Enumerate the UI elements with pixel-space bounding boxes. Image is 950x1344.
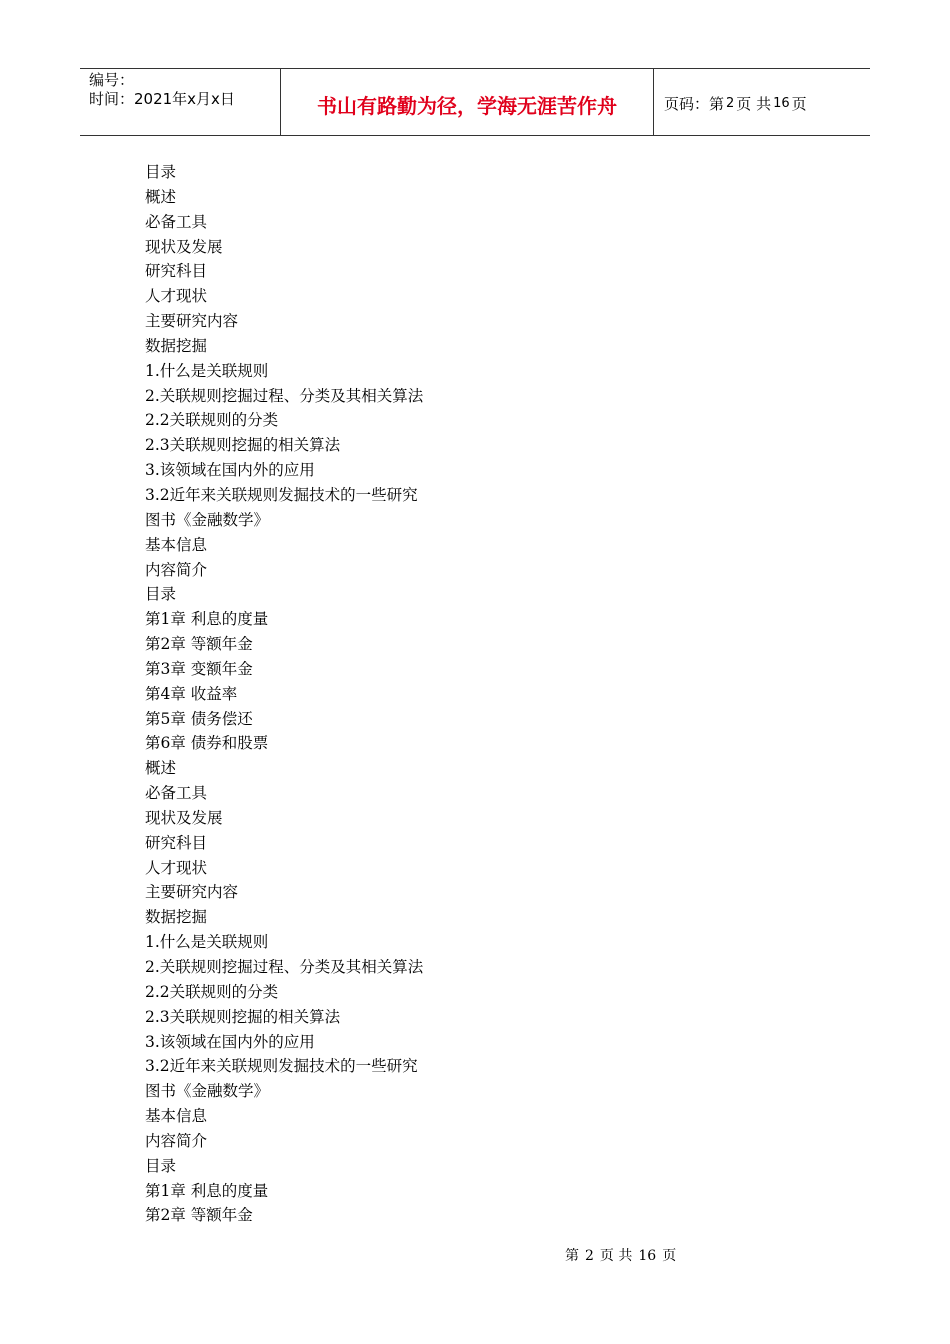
toc-item: 2.关联规则挖掘过程、分类及其相关算法	[145, 386, 424, 405]
header-page-mid: 页 共	[736, 94, 772, 113]
document-date-label: 时间：2021年x月x日	[89, 90, 235, 108]
table-of-contents	[145, 160, 423, 1228]
toc-item: 图书《金融数学》	[145, 510, 270, 529]
toc-item: 基本信息	[145, 1107, 208, 1126]
header-page-end: 页	[791, 94, 807, 113]
toc-item: 第5章 债务偿还	[145, 709, 253, 728]
header-page-indicator	[654, 69, 870, 135]
header-page-label: 页码：第	[664, 94, 725, 113]
toc-item: 3.2近年来关联规则发掘技术的一些研究	[145, 1057, 418, 1076]
toc-item: 主要研究内容	[145, 312, 239, 331]
toc-item: 研究科目	[145, 833, 208, 852]
footer-prefix: 第	[565, 1248, 579, 1264]
toc-item: 数据挖掘	[145, 336, 208, 355]
toc-item: 研究科目	[145, 262, 208, 281]
document-number-label: 编号：	[89, 71, 135, 89]
toc-item: 现状及发展	[145, 808, 223, 827]
toc-item: 第6章 债券和股票	[145, 734, 269, 753]
toc-item: 必备工具	[145, 784, 208, 803]
footer-total-pages: 16	[638, 1248, 657, 1264]
toc-item: 人才现状	[145, 287, 208, 306]
toc-item: 目录	[145, 585, 177, 604]
toc-item: 2.2关联规则的分类	[145, 982, 279, 1001]
toc-item: 2.3关联规则挖掘的相关算法	[145, 436, 341, 455]
toc-item: 目录	[145, 1156, 177, 1175]
toc-item: 3.该领域在国内外的应用	[145, 461, 315, 480]
toc-item: 基本信息	[145, 535, 208, 554]
toc-item: 内容简介	[145, 1131, 208, 1150]
toc-item: 图书《金融数学》	[145, 1082, 270, 1101]
toc-item: 2.关联规则挖掘过程、分类及其相关算法	[145, 958, 424, 976]
toc-item: 人才现状	[145, 858, 208, 877]
toc-item: 第1章 利息的度量	[145, 1181, 269, 1200]
header-page-total: 16	[773, 95, 790, 111]
toc-item: 第2章 等额年金	[145, 1206, 253, 1225]
header-motto-cell	[281, 69, 654, 135]
toc-item: 现状及发展	[145, 237, 223, 256]
toc-item: 主要研究内容	[145, 883, 239, 902]
toc-item: 第2章 等额年金	[145, 635, 253, 654]
toc-item: 内容简介	[145, 560, 208, 579]
toc-item: 3.2近年来关联规则发掘技术的一些研究	[145, 485, 418, 504]
page-footer	[565, 1245, 682, 1265]
toc-item: 必备工具	[145, 212, 208, 231]
toc-item: 第4章 收益率	[145, 684, 238, 703]
toc-item: 2.3关联规则挖掘的相关算法	[145, 1007, 341, 1026]
toc-item: 概述	[145, 187, 177, 206]
footer-current-page: 2	[585, 1248, 594, 1264]
toc-item: 数据挖掘	[145, 908, 208, 927]
toc-item: 3.该领域在国内外的应用	[145, 1032, 315, 1051]
footer-mid: 页 共	[599, 1248, 633, 1264]
toc-item: 2.2关联规则的分类	[145, 411, 279, 430]
header-meta	[80, 69, 281, 135]
toc-item: 第3章 变额年金	[145, 659, 253, 678]
page-header	[80, 68, 870, 136]
header-motto: 书山有路勤为径，学海无涯苦作舟	[317, 93, 617, 118]
header-page-current: 2	[726, 95, 735, 111]
footer-suffix: 页	[662, 1248, 677, 1264]
toc-item: 1.什么是关联规则	[145, 361, 269, 380]
toc-item: 概述	[145, 759, 177, 778]
toc-item: 1.什么是关联规则	[145, 933, 269, 952]
toc-item: 第1章 利息的度量	[145, 610, 269, 629]
toc-item: 目录	[145, 163, 177, 181]
